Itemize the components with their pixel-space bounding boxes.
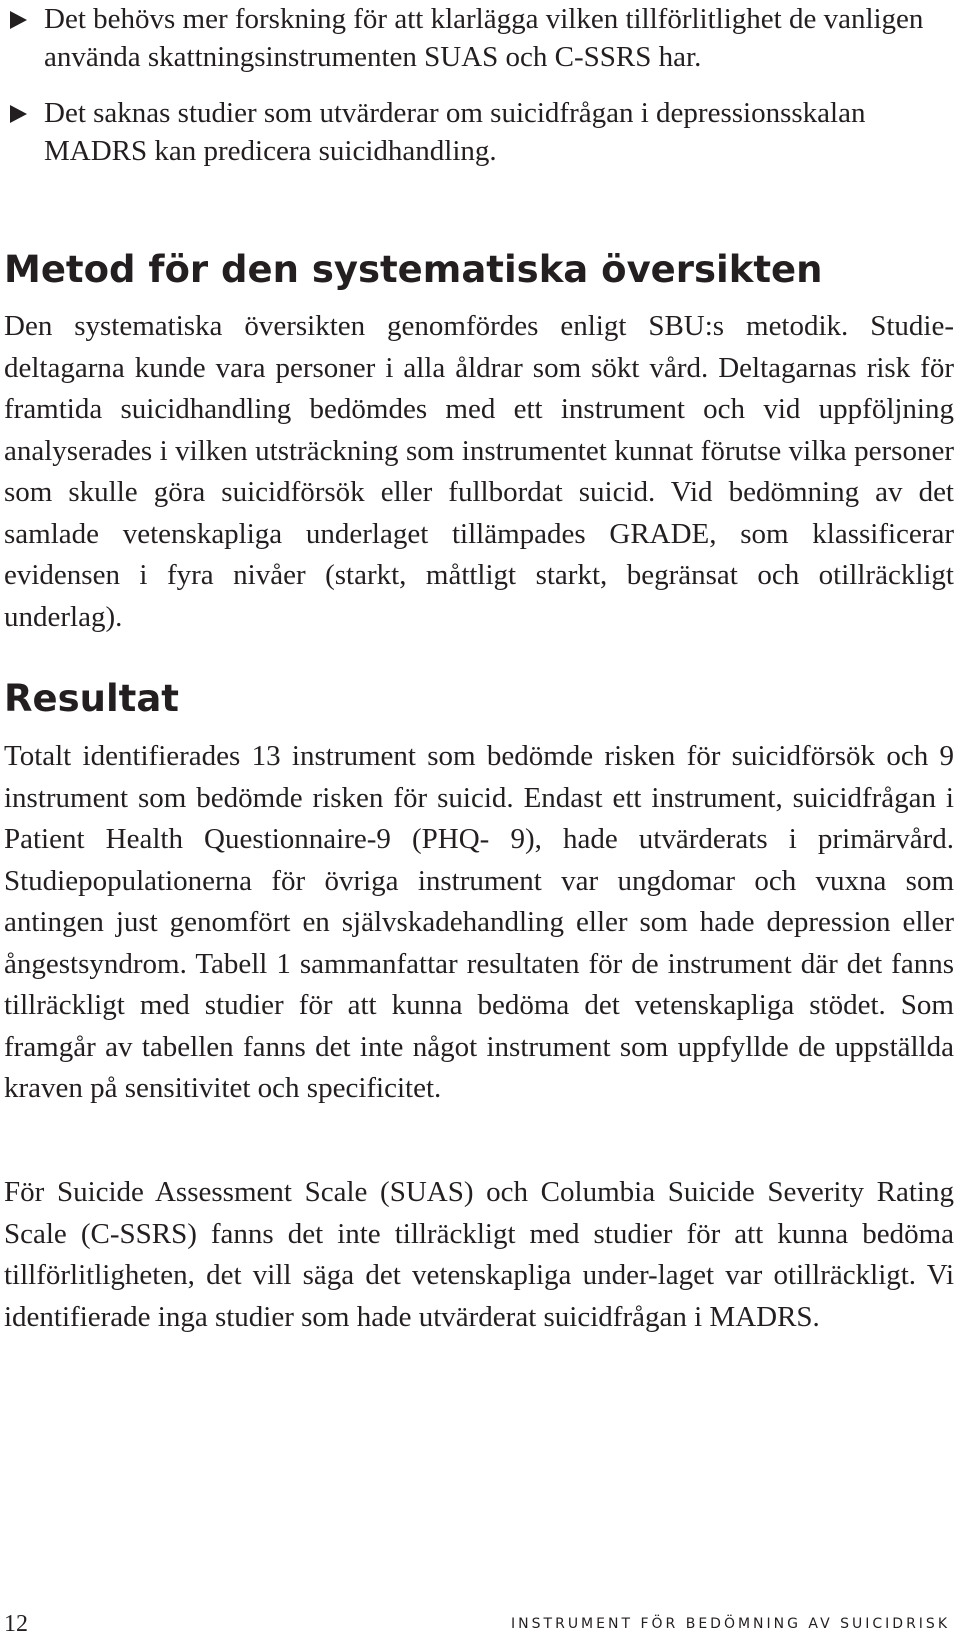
conclusion-bullet-list [8, 0, 948, 188]
triangle-bullet-icon [10, 105, 27, 123]
page-number: 12 [4, 1611, 28, 1637]
bullet-item [8, 0, 948, 76]
method-heading: Metod för den systematiska översikten [4, 248, 823, 291]
running-document-title: INSTRUMENT FÖR BEDÖMNING AV SUICIDRISK [511, 1616, 950, 1632]
bullet-text: Det behövs mer forskning för att klarlägga vilken tillförlitlighet de vanligen använda skattningsinstrumenten SUAS och C-SSRS har. [44, 3, 924, 73]
bullet-item [8, 94, 948, 170]
results-paragraph-1: Totalt identifierades 13 instrument som bedömde risken för suicidförsök och 9 instrument som bedömde risken för suicid. Endast ett instrument, suicidfrågan i Patient Health Questionnaire-9 (PHQ- 9), hade utvärderats i primärvård. Studiepopulationerna för övriga instrument var ungdomar och vuxna som antingen just genomfört en självskadehandling eller som hade depression eller ångestsyndrom. Tabell 1 sammanfattar resultaten för de instrument där det fanns tillräckligt med studier för att kunna bedöma det vetenskapliga stödet. Som framgår av tabellen fanns det inte något instrument som uppfyllde de uppställda kraven på sensitivitet och specificitet. [4, 740, 954, 1104]
results-paragraph-2: För Suicide Assessment Scale (SUAS) och Columbia Suicide Severity Rating Scale (C-SSRS) fanns det inte tillräckligt med studier för att kunna bedöma tillförlitligheten, det vill säga det vetenskapliga under-laget var otillräckligt. Vi identifierade inga studier som hade utvärderat suicidfrågan i MADRS. [4, 1176, 954, 1333]
triangle-bullet-icon [10, 11, 27, 29]
page-footer [0, 1610, 960, 1642]
results-heading: Resultat [4, 677, 179, 720]
bullet-text: Det saknas studier som utvärderar om suicidfrågan i depressionsskalan MADRS kan predicera suicidhandling. [44, 97, 866, 167]
method-paragraph: Den systematiska översikten genomfördes enligt SBU:s metodik. Studie-deltagarna kunde vara personer i alla åldrar som sökt vård. Deltagarnas risk för framtida suicidhandling bedömdes med ett instrument och vid uppföljning analyserades i vilken utsträckning som instrumentet kunnat förutse vilka personer som skulle göra suicidförsök eller fullbordat suicid. Vid bedömning av det samlade vetenskapliga underlaget tillämpades GRADE, som klassificerar evidensen i fyra nivåer (starkt, måttligt starkt, begränsat och otillräckligt underlag). [4, 310, 954, 633]
